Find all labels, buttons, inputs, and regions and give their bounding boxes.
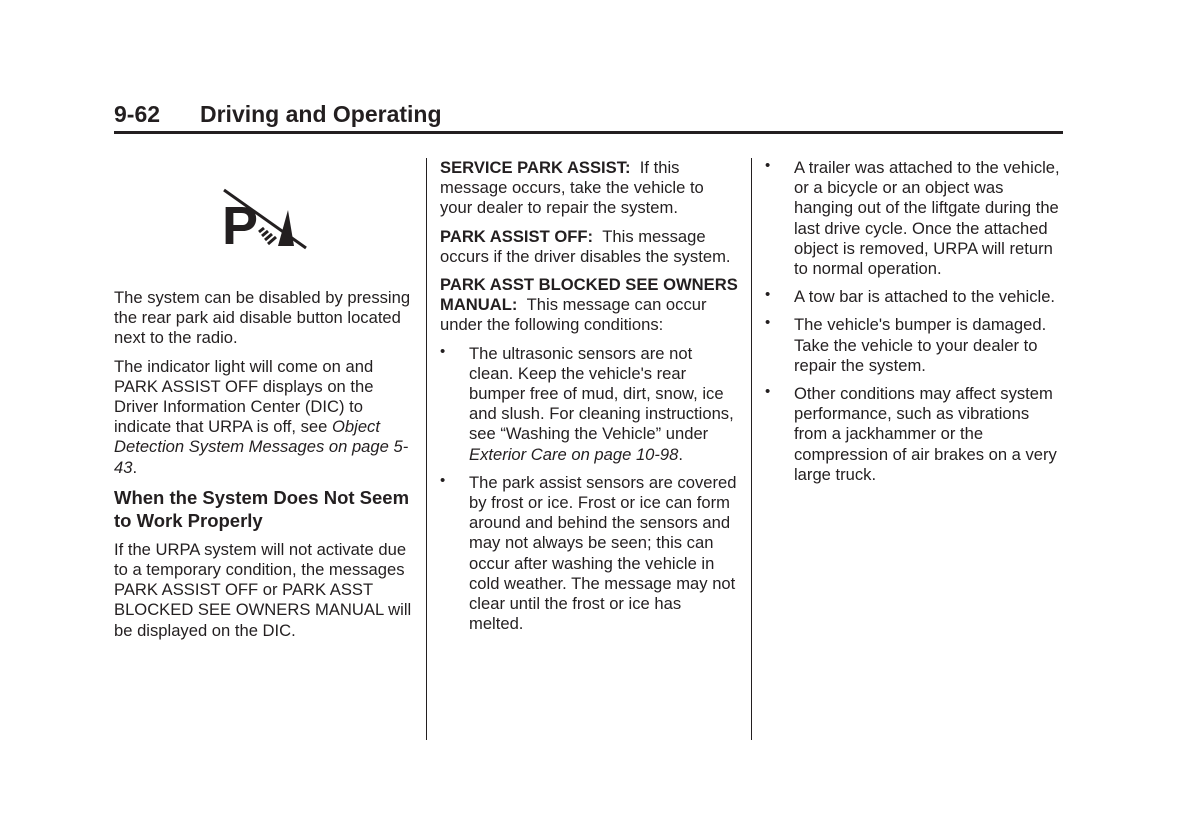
paragraph-disable: The system can be disabled by pressing the rear park aid disable button located next to the radio.	[114, 288, 411, 348]
page-number: 9-62	[114, 101, 161, 127]
section-title: Driving and Operating	[200, 101, 442, 127]
list-item: • The park assist sensors are covered by frost or ice. Frost or ice can form around and behind the sensors and may not always be seen; this can occur after washing the vehicle in cold weather. The message may not clear until the frost or ice has melted.	[440, 473, 738, 635]
list-item-text: The ultrasonic sensors are not clean. Keep the vehicle's rear bumper free of mud, dirt, snow, ice and slush. For cleaning instructions, see “Washing the Vehicle” under	[469, 343, 734, 444]
paragraph-indicator	[114, 357, 414, 478]
message-park-assist-off	[440, 227, 738, 267]
list-item: • Other conditions may affect system performance, such as vibrations from a jackhammer or the compression of air brakes on a very large truck.	[765, 384, 1065, 485]
column-2	[440, 158, 738, 642]
conditions-list	[440, 344, 738, 635]
icon-letter: P	[222, 196, 259, 250]
paragraph-indicator-text: The indicator light will come on and PARK ASSIST OFF displays on the Driver Information Center (DIC) to indicate that URPA is off, see	[114, 356, 374, 437]
column-divider-1	[426, 158, 427, 740]
message-text: If this message occurs, take the vehicle to your dealer to repair the system.	[440, 158, 704, 218]
cross-reference-link[interactable]: Exterior Care on page 10-98	[469, 444, 679, 464]
message-label: SERVICE PARK ASSIST:	[440, 158, 631, 177]
punctuation: .	[678, 444, 684, 464]
subsection-heading: When the System Does Not Seem to Work Properly	[114, 486, 410, 531]
column-1	[114, 158, 414, 649]
park-assist-off-icon	[222, 188, 308, 250]
cross-reference-link[interactable]: Object Detection System Messages on page 5-43	[114, 417, 409, 477]
message-service-park-assist	[440, 158, 738, 219]
message-label: PARK ASSIST OFF:	[440, 226, 594, 246]
list-item: • A tow bar is attached to the vehicle.	[765, 287, 1065, 307]
punctuation: .	[132, 457, 138, 477]
message-text: This message can occur under the following conditions:	[440, 295, 707, 335]
icon-area	[114, 158, 414, 288]
conditions-list-continued	[765, 158, 1065, 485]
column-3	[765, 158, 1065, 493]
message-text: This message occurs if the driver disables the system.	[440, 226, 731, 266]
list-item: • The vehicle's bumper is damaged. Take the vehicle to your dealer to repair the system.	[765, 315, 1065, 376]
page-header	[114, 101, 1063, 134]
message-park-asst-blocked	[440, 275, 738, 336]
column-divider-2	[751, 158, 752, 740]
message-label: PARK ASST BLOCKED SEE OWNERS MANUAL:	[440, 275, 738, 315]
list-item	[440, 344, 738, 465]
paragraph-temporary: If the URPA system will not activate due to a temporary condition, the messages PARK ASSIST OFF or PARK ASST BLOCKED SEE OWNERS MANUAL will be displayed on the DIC.	[114, 539, 412, 640]
list-item: • A trailer was attached to the vehicle, or a bicycle or an object was hanging out of the liftgate during the last drive cycle. Once the attached object is removed, URPA will return to normal operation.	[765, 158, 1065, 279]
